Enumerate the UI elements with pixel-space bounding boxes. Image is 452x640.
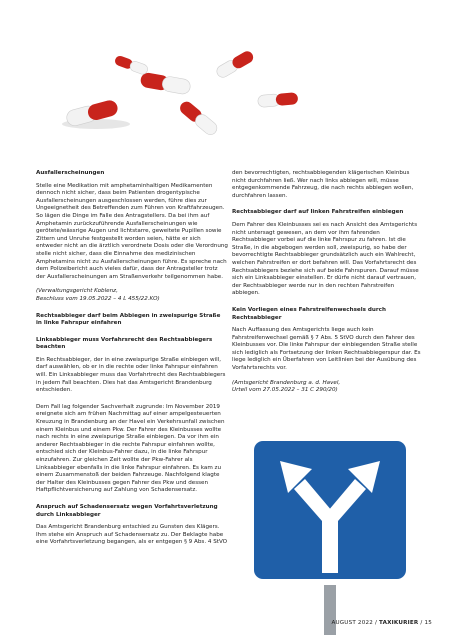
citation-ref: Beschluss vom 19.05.2022 – 4 L 455/22.KO) (36, 295, 160, 302)
citation (36, 288, 228, 303)
heading-rechtsabbieger: Rechtsabbieger darf beim Abbiegen in zweispurige Straße in linke Fahrspur einfahren (36, 312, 221, 327)
pill-group (62, 49, 298, 137)
heading-linksabbieger: Linksabbieger muss Vorfahrsrecht des Rechtsabbiegers beachten (36, 336, 213, 351)
heading-fahrstreifenwechsel: Kein Vorliegen eines Fahrstreifenwechsels durch Rechtsabbieger (232, 306, 386, 321)
heading-linker-fahrstreifen: Rechtsabbieger darf auf linken Fahrstreifen einbiegen (232, 209, 404, 216)
citation (232, 380, 422, 395)
citation-court: (Amtsgericht Brandenburg a. d. Havel, (232, 379, 341, 386)
paragraph: Stelle eine Medikation mit amphetaminhaltigen Medikamenten dennoch nicht sicher, dass beim Patienten drogentypische Ausfallerscheinungen ausgeschlossen werden, führe dies zur Ungeeignetheit des Betreffenden zum Führen von Kraftfahrzeugen. So lägen die Dinge im Falle des Antragstellers. Da bei ihm auf Amphetamin zurückzuführende Ausfallerscheinungen wie gerötete/wässrige Augen und lichtstarre, geweitete Pupillen sowie Zittern und Unruhe festgestellt worden seien, hätte er sich entweder nicht an die ärztlich verordnete Dosis oder die Verordnung stelle nicht sicher, dass die Einnahme des medizinischen Amphetamins nicht zu Ausfallerscheinungen führe. Es spreche nach dem Polizeibericht auch vieles dafür, dass der Antragsteller trotz der Ausfallerscheinungen am Straßenverkehr teilgenommen habe. (36, 182, 228, 280)
paragraph: den bevorrechtigten, rechtsabbiegenden klägerischen Kleinbus nicht durchfahren ließ. Wer nach links abbiegen will, müsse entgegenkommende Fahrzeug, die nach rechts abbiegen wollen, durchfahren lassen. (232, 170, 414, 199)
heading-schadensersatz: Anspruch auf Schadensersatz wegen Vorfahrtsverletzung durch Linksabbieger (36, 503, 218, 518)
paragraph: Das Amtsgericht Brandenburg entschied zu Gunsten des Klägers. Ihm stehe ein Anspruch auf Schadensersatz zu. Der Beklagte habe eine Vorfahrtsverletzung begangen, als er entgegen § 9 Abs. 4 StVO (36, 524, 228, 546)
paragraph: Dem Fall lag folgender Sachverhalt zugrunde: Im November 2019 ereignete sich am frühen Nachmittag auf einer ampelgesteuerten Kreuzung in Brandenburg an der Havel ein Verkehrsunfall zwischen einem Kleinbus und einem Pkw. Der Fahrer des Kleinbusses wollte nach rechts in eine zweispurige Straße einbiegen. Da vor ihm ein anderer Rechtsabbieger in die rechte Fahrspur einfahren wollte, entschied sich der Kleinbus-Fahrer dazu, in die linke Fahrspur einzufahren. Zur gleichen Zeit wollte der Pkw-Fahrer als Linksabbieger ebenfalls in die linke Fahrspur einfahren. Es kam zu einem Zusammenstoß der beiden Fahrzeuge. Nachfolgend klagte der Halter des Kleinbusses gegen Fahrer des Pkw und dessen Haftpflichtversicherung auf Zahlung von Schadensersatz. (36, 403, 225, 494)
paragraph: Ein Rechtsabbieger, der in eine zweispurige Straße einbiegen will, darf auswählen, ob er in die rechte oder linke Fahrspur einfahren will. Ein Linksabbieger muss das Vorfahrtrecht des Rechtsabbiegers in jedem Fall beachten. Dies hat das Amtsgericht Brandenburg entschieden. (36, 356, 226, 394)
right-column (232, 170, 422, 402)
footer-magazine: TAXIKURIER (379, 620, 419, 626)
page-footer (331, 620, 432, 626)
citation-ref: Urteil vom 27.05.2022 – 31 C 290/20) (232, 387, 338, 394)
footer-page-number: / 15 (420, 620, 432, 626)
citation-court: (Verwaltungsgericht Koblenz, (36, 288, 118, 295)
paragraph: Dem Fahrer des Kleinbusses sei es nach Ansicht des Amtsgerichts nicht untersagt gewesen, an dem vor ihm fahrenden Rechtsabbieger vorbei auf die linke Fahrspur zu fahren. Ist die Straße, in die abgebogen werden soll, zweispurig, so habe der bevorrechtigte Rechtsabbieger grundsätzlich auch ein Wahlrecht, welchen Fahrstreifen er dort befahren will. Das Vorfahrtsrecht des Rechtsabbiegers beziehe sich auf beide Fahrspuren. Darauf müsse sich ein Linksabbieger einstellen. Er dürfe nicht darauf vertrauen, der Rechtsabbieger werde nur in den rechten Fahrstreifen abbiegen. (232, 221, 419, 297)
paragraph: Nach Auffassung des Amtsgerichts liege auch kein Fahrstreifenwechsel gemäß § 7 Abs. 5 StVO durch den Fahrer des Kleinbusses vor. Die linke Fahrspur der einbiegenden Straße stelle sich lediglich als Fortsetzung der linken Rechtsabbiegerspur dar. Es liege lediglich ein Überfahren von Leitlinien bei der Ausübung des Vorfahrtsrechts vor. (232, 327, 421, 372)
left-column (36, 170, 228, 554)
heading-ausfallerscheinungen: Ausfallerscheinungen (36, 170, 105, 176)
pills-photo (36, 46, 306, 146)
footer-issue: AUGUST 2022 / (331, 620, 378, 626)
lane-direction-sign (228, 425, 433, 635)
